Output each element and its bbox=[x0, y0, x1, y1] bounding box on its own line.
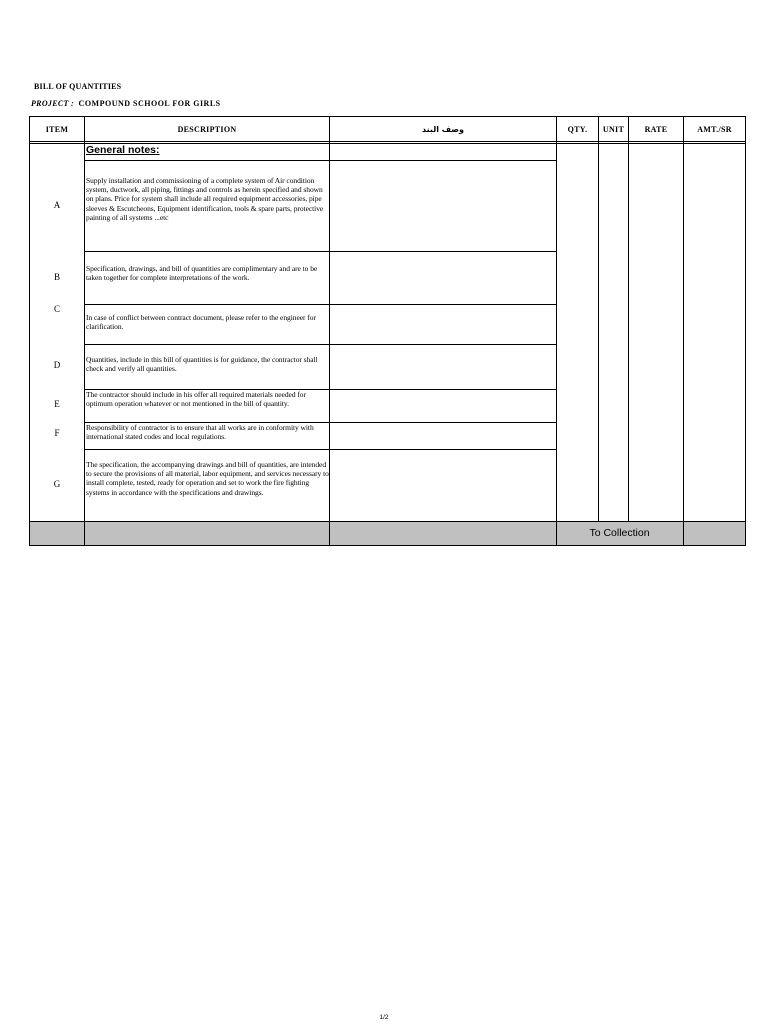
general-notes-heading: General notes: bbox=[86, 144, 160, 156]
project-name: COMPOUND SCHOOL FOR GIRLS bbox=[78, 99, 221, 108]
column-header-description: DESCRIPTION bbox=[177, 124, 237, 134]
column-header-description-arabic: وصف البند bbox=[422, 124, 464, 134]
item-description-a: Supply installation and commissioning of a complete system of Air condition system, ductwork, all piping, fittings and controls as herein specified and shown on plans. Price for system shall include all required equipment accessories, pipe sleeves & Escutcheons, Equipment identification, tools & spare parts, protective painting of all systems ...etc bbox=[86, 176, 324, 222]
item-letter-b: B bbox=[53, 272, 60, 282]
column-header-amount: AMT./SR bbox=[697, 124, 732, 134]
item-letter-c: C bbox=[53, 304, 60, 314]
column-header-unit: UNIT bbox=[602, 124, 625, 134]
item-letter-g: G bbox=[53, 479, 61, 489]
item-letter-e: E bbox=[54, 399, 60, 409]
project-label: PROJECT : bbox=[31, 99, 74, 108]
column-header-rate: RATE bbox=[644, 124, 668, 134]
item-description-b: Specification, drawings, and bill of quantities are complimentary and are to be taken together for complete interpretations of the work. bbox=[86, 264, 318, 283]
project-line bbox=[31, 99, 221, 108]
item-description-f: Responsibility of contractor is to ensure that all works are in conformity with international stated codes and local regulations. bbox=[86, 423, 314, 442]
column-header-item: ITEM bbox=[45, 124, 69, 134]
page-number: 1/2 bbox=[379, 1014, 389, 1021]
item-letter-a: A bbox=[53, 200, 61, 210]
item-description-e: The contractor should include in his offer all required materials needed for optimum operation whatever or not mentioned in the bill of quantity. bbox=[86, 390, 306, 409]
item-letter-f: F bbox=[54, 428, 60, 438]
item-description-d: Quantities, include in this bill of quantities is for guidance, the contractor shall check and verify all quantities. bbox=[86, 355, 318, 374]
item-letter-d: D bbox=[53, 360, 61, 370]
item-description-g: The specification, the accompanying drawings and bill of quantities, are intended to secure the provisions of all material, labor equipment, and services necessary to install complete, tested, ready for operation and set to work the fire fighting systems in accordance with the specifications and drawings. bbox=[86, 460, 329, 497]
item-description-c: In case of conflict between contract document, please refer to the engineer for clarification. bbox=[86, 313, 316, 332]
document-title: BILL OF QUANTITIES bbox=[34, 82, 122, 91]
to-collection-label: To Collection bbox=[589, 527, 650, 539]
bill-of-quantities-table bbox=[29, 116, 746, 546]
column-header-qty: QTY. bbox=[567, 124, 588, 134]
